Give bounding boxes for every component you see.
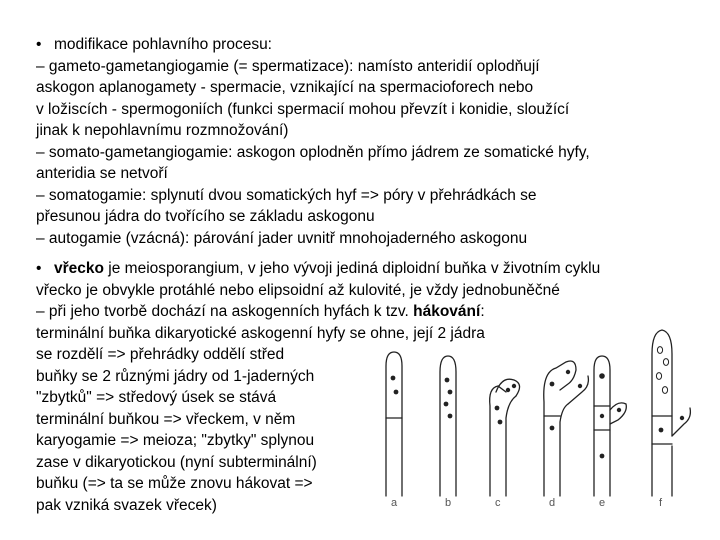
text-line: – autogamie (vzácná): párování jader uvnitř mnohojaderného askogonu xyxy=(36,229,528,247)
bullet-line xyxy=(36,34,590,56)
crozier-formation-figure xyxy=(356,306,700,510)
bullet-line xyxy=(36,258,600,280)
figure-labels xyxy=(391,497,663,509)
text-fragment: : xyxy=(480,303,485,320)
text-line: – gameto-gametangiogamie (= spermatizace): namísto anteridií oplodňují xyxy=(36,57,540,75)
text-line: askogon aplanogamety - spermacie, vznikající na spermacioforech nebo xyxy=(36,79,534,96)
text-block-reproduction xyxy=(36,34,590,249)
text-fragment: – při jeho tvorbě dochází na askogenních hyfách k tzv. xyxy=(36,303,414,320)
text-line: se rozdělí => přehrádky oddělí střed xyxy=(36,346,285,363)
term-ascus: vřecko xyxy=(54,260,104,277)
text-line: zase v dikaryotickou (nyní subterminální) xyxy=(36,453,317,471)
stage-c-hypha xyxy=(490,379,520,496)
text-line: karyogamie => meioza; "zbytky" splynou xyxy=(36,432,315,449)
label-d: d xyxy=(549,497,556,509)
text-line: jinak k nepohlavnímu rozmnožování) xyxy=(36,122,289,139)
text-line: "zbytků" => středový úsek se stává xyxy=(36,389,277,406)
text-line: terminální buňka dikaryotické askogenní hyfy se ohne, její 2 jádra xyxy=(36,324,485,342)
text-line: vřecko je obvykle protáhlé nebo elipsoidní až kulovité, je vždy jednobuněčné xyxy=(36,281,560,299)
label-f: f xyxy=(659,497,663,509)
text-line: přesunou jádra do tvořícího se základu askogonu xyxy=(36,208,375,225)
text-line: – somato-gametangiogamie: askogon oplodněn přímo jádrem ze somatické hyfy, xyxy=(36,143,590,161)
term-crozier: hákování xyxy=(413,303,481,320)
text-line: – somatogamie: splynutí dvou somatických hyf => póry v přehrádkách se xyxy=(36,186,537,204)
stage-e-hypha xyxy=(594,356,626,496)
text-line: anteridia se netvoří xyxy=(36,165,168,182)
text-line: je meiosporangium, v jeho vývoji jediná diploidní buňka v životním cyklu xyxy=(103,260,601,277)
text-line: buňky se 2 různými jádry od 1-jaderných xyxy=(36,367,315,385)
text-line: pak vzniká svazek vřecek) xyxy=(36,496,217,514)
stage-f-hypha xyxy=(652,330,690,496)
bullet: • xyxy=(36,36,42,53)
text-line: terminální buňkou => vřeckem, v něm xyxy=(36,410,296,428)
bullet: • xyxy=(36,260,42,277)
text-line: buňku (=> ta se může znovu hákovat => xyxy=(36,475,313,492)
label-c: c xyxy=(495,497,501,509)
label-b: b xyxy=(445,497,452,509)
text-line: modifikace pohlavního procesu: xyxy=(54,36,272,53)
nuclei xyxy=(391,347,685,459)
label-e: e xyxy=(599,497,606,509)
stage-b-hypha xyxy=(440,356,456,496)
text-line: v ložiscích - spermogoniích (funkci spermacií mohou převzít i konidie, sloužící xyxy=(36,100,570,118)
label-a: a xyxy=(391,497,398,509)
stage-a-hypha xyxy=(386,352,402,496)
